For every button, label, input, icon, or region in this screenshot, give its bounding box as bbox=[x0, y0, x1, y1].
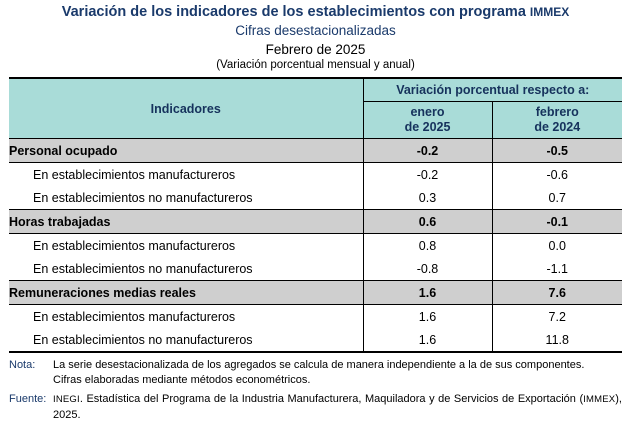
row-value-febrero: 0.7 bbox=[492, 186, 622, 210]
row-value-enero: -0.2 bbox=[363, 139, 492, 163]
row-label: Personal ocupado bbox=[9, 139, 363, 163]
source-text-main: . Estadística del Programa de la Industria Manufacturera, Maquiladora y de Servicios de Exportación ( bbox=[79, 393, 584, 405]
row-value-febrero: 11.8 bbox=[492, 328, 622, 352]
row-label: En establecimientos no manufactureros bbox=[9, 186, 363, 210]
title-block bbox=[0, 0, 631, 72]
row-value-enero: 1.6 bbox=[363, 328, 492, 352]
row-value-enero: 1.6 bbox=[363, 305, 492, 329]
note-row bbox=[9, 358, 622, 373]
indicators-table bbox=[9, 77, 622, 353]
page-title bbox=[0, 4, 631, 21]
row-value-enero: 0.8 bbox=[363, 234, 492, 258]
column-header-enero-2025 bbox=[363, 102, 492, 139]
source-row bbox=[9, 392, 622, 422]
note-label: Nota: bbox=[9, 359, 36, 371]
table-row bbox=[9, 139, 622, 163]
row-label: En establecimientos manufactureros bbox=[9, 163, 363, 187]
row-value-enero: -0.8 bbox=[363, 257, 492, 281]
row-value-febrero: -0.6 bbox=[492, 163, 622, 187]
row-label: En establecimientos no manufactureros bbox=[9, 328, 363, 352]
table-row bbox=[9, 257, 622, 281]
table-head bbox=[9, 78, 622, 139]
note-text-secondary: Cifras elaboradas mediante métodos econométricos. bbox=[53, 373, 311, 386]
table-row bbox=[9, 328, 622, 352]
table-body bbox=[9, 139, 622, 353]
row-value-enero: -0.2 bbox=[363, 163, 492, 187]
page-date: Febrero de 2025 bbox=[265, 42, 366, 57]
col1-line2: de 2025 bbox=[404, 120, 451, 134]
row-label: En establecimientos no manufactureros bbox=[9, 257, 363, 281]
row-value-enero: 0.6 bbox=[363, 210, 492, 234]
table-row bbox=[9, 210, 622, 234]
note-text: La serie desestacionalizada de los agregados se calcula de manera independiente a la de sus componentes. bbox=[53, 359, 585, 371]
row-value-enero: 0.3 bbox=[363, 186, 492, 210]
page-title-text: Variación de los indicadores de los establecimientos con programa bbox=[61, 4, 530, 20]
col1-line1: enero bbox=[410, 105, 445, 119]
row-value-febrero: -0.1 bbox=[492, 210, 622, 234]
row-value-febrero: 7.2 bbox=[492, 305, 622, 329]
row-label: Horas trabajadas bbox=[9, 210, 363, 234]
table-row bbox=[9, 305, 622, 329]
row-label: Remuneraciones medias reales bbox=[9, 281, 363, 305]
column-header-indicadores: Indicadores bbox=[9, 78, 363, 139]
row-value-enero: 1.6 bbox=[363, 281, 492, 305]
table-row bbox=[9, 234, 622, 258]
row-label: En establecimientos manufactureros bbox=[9, 234, 363, 258]
table-row bbox=[9, 186, 622, 210]
source-text bbox=[53, 392, 622, 422]
table-head-row-1 bbox=[9, 78, 622, 102]
row-value-febrero: -1.1 bbox=[492, 257, 622, 281]
row-value-febrero: -0.5 bbox=[492, 139, 622, 163]
col2-line2: de 2024 bbox=[534, 120, 581, 134]
immex-acronym-footer: IMMEX bbox=[583, 394, 616, 405]
source-text-end: ), 2025. bbox=[53, 393, 622, 421]
table-row bbox=[9, 281, 622, 305]
column-header-febrero-2024 bbox=[492, 102, 622, 139]
inegi-acronym: INEGI bbox=[53, 394, 80, 405]
footer-notes bbox=[9, 358, 622, 422]
page-subtitle: Cifras desestacionalizadas bbox=[235, 23, 396, 38]
table-row bbox=[9, 163, 622, 187]
source-label: Fuente: bbox=[9, 393, 47, 405]
row-value-febrero: 0.0 bbox=[492, 234, 622, 258]
immex-acronym: IMMEX bbox=[529, 5, 570, 19]
column-header-group: Variación porcentual respecto a: bbox=[363, 78, 622, 102]
row-value-febrero: 7.6 bbox=[492, 281, 622, 305]
row-label: En establecimientos manufactureros bbox=[9, 305, 363, 329]
page-units-note: (Variación porcentual mensual y anual) bbox=[216, 59, 415, 71]
col2-line1: febrero bbox=[535, 105, 579, 119]
